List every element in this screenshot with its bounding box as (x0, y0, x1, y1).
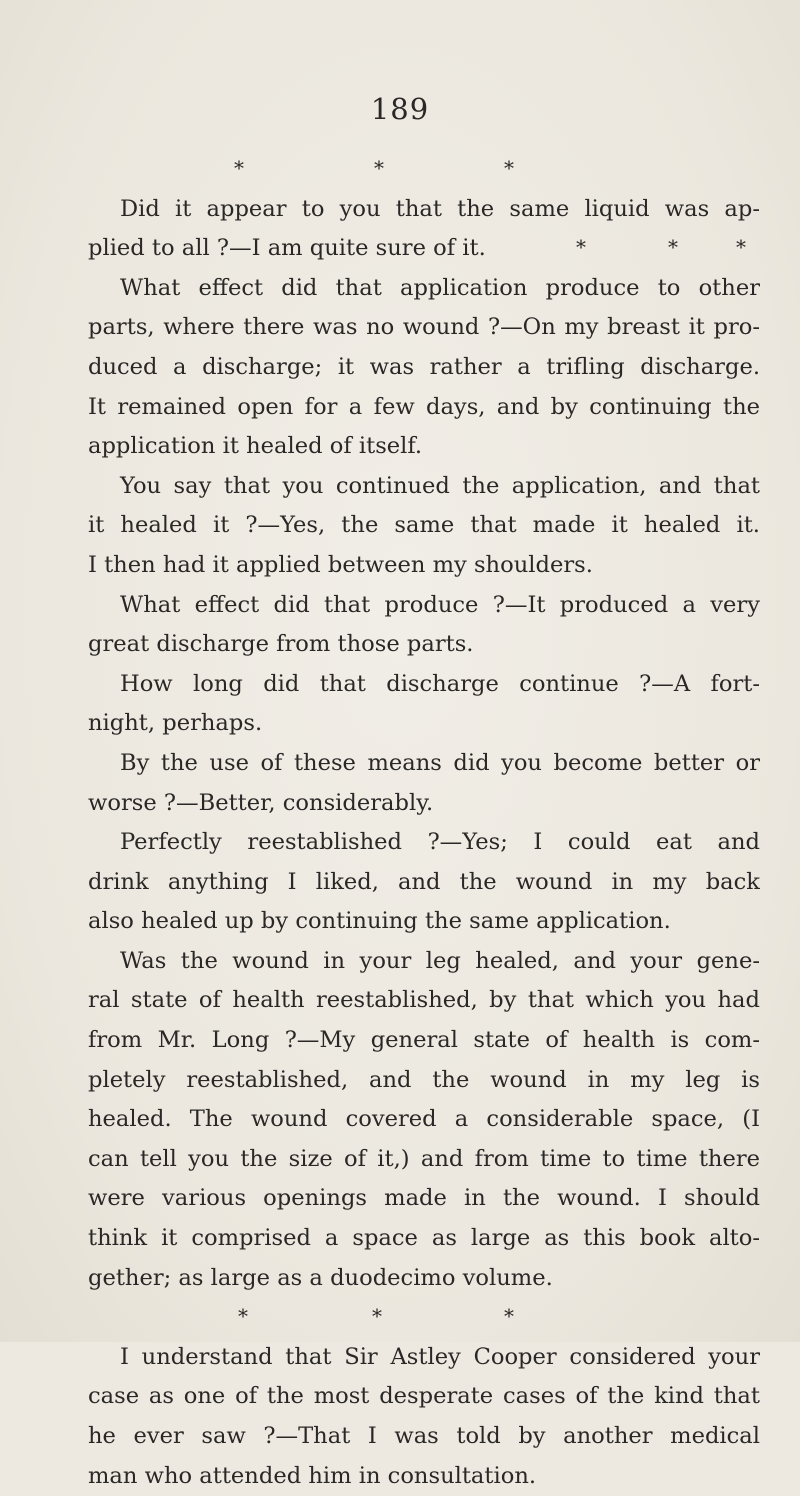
asterisk: * (504, 156, 514, 180)
paragraph-line: were various openings made in the wound. I should (88, 1185, 760, 1212)
paragraph-line: worse ?—Better, considerably. (88, 789, 434, 816)
paragraph-line: You say that you continued the application, and that (120, 472, 760, 499)
page-body (88, 150, 760, 1496)
paragraph-line: parts, where there was no wound ?—On my breast it pro- (88, 314, 760, 341)
paragraph-line: I then had it applied between my shoulders. (88, 551, 593, 578)
paragraph-line: How long did that discharge continue ?—A fort- (120, 670, 760, 697)
paragraph-line: he ever saw ?—That I was told by another medical (88, 1423, 760, 1449)
paragraph-line: plied to all ?—I am quite sure of it. (88, 235, 486, 262)
paragraph-line: can tell you the size of it,) and from time to time there (88, 1145, 760, 1172)
paragraph-line: pletely reestablished, and the wound in my leg is (88, 1066, 760, 1093)
asterisk: * (504, 1304, 514, 1329)
asterisk: * (576, 235, 586, 260)
paragraph-line: gether; as large as a duodecimo volume. (88, 1264, 553, 1291)
paragraph-line: it healed it ?—Yes, the same that made it healed it. (88, 512, 760, 539)
asterisk: * (372, 1304, 382, 1329)
asterisk: * (374, 156, 384, 180)
paragraph-line: By the use of these means did you become better or (120, 749, 760, 776)
paragraph-line: man who attended him in consultation. (88, 1462, 537, 1489)
asterisk: * (238, 1304, 248, 1329)
paragraph-line: Perfectly reestablished ?—Yes; I could eat and (120, 829, 760, 856)
paragraph-line: I understand that Sir Astley Cooper considered your (120, 1343, 760, 1370)
asterisk: * (234, 156, 244, 180)
page-number: 189 (370, 92, 430, 126)
section-break (88, 150, 760, 190)
paragraph-line: application it healed of itself. (88, 433, 423, 460)
paragraph-line: What effect did that produce ?—It produced a very (120, 591, 760, 618)
paragraph-line: case as one of the most desperate cases of the kind that (88, 1383, 760, 1410)
paragraph-line: drink anything I liked, and the wound in my back (88, 868, 760, 895)
paragraph-line: great discharge from those parts. (88, 631, 474, 658)
paragraph-line: night, perhaps. (88, 710, 263, 737)
section-break (88, 1298, 760, 1338)
paragraph-line: also healed up by continuing the same application. (88, 908, 671, 935)
paragraph-line: from Mr. Long ?—My general state of health is com- (88, 1027, 760, 1054)
line-with-asterisks (88, 229, 760, 269)
paragraph-line: think it comprised a space as large as this book alto- (88, 1225, 760, 1252)
paragraph-line: ral state of health reestablished, by that which you had (88, 987, 760, 1014)
paragraph-line: healed. The wound covered a considerable space, (I (88, 1106, 760, 1133)
paragraph-line: What effect did that application produce to other (120, 274, 760, 301)
paragraph-line: duced a discharge; it was rather a trifling discharge. (88, 353, 760, 380)
asterisk: * (668, 235, 678, 260)
paragraph-line: Did it appear to you that the same liquid was ap- (120, 195, 760, 222)
asterisk: * (736, 235, 746, 260)
paragraph-line: Was the wound in your leg healed, and your gene- (120, 947, 760, 974)
paragraph-line: It remained open for a few days, and by continuing the (88, 393, 760, 420)
